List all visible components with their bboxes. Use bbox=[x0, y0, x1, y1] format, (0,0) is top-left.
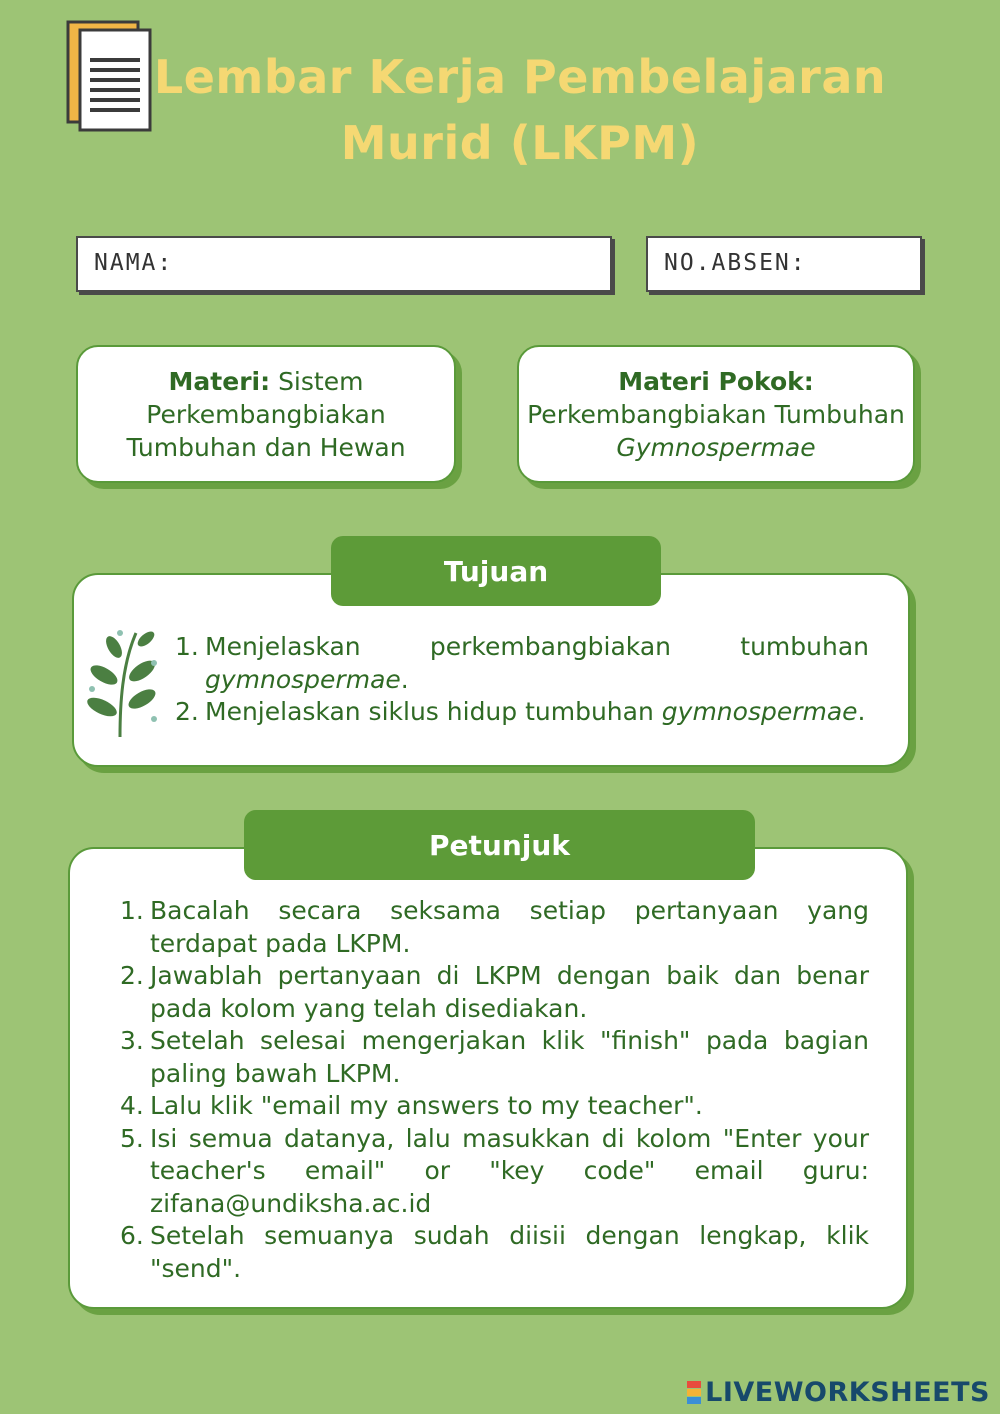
liveworksheets-watermark[interactable] bbox=[687, 1377, 990, 1408]
materi-pokok-label: Materi Pokok: bbox=[618, 366, 814, 396]
materi-pokok-italic: Gymnospermae bbox=[616, 432, 816, 462]
petunjuk-heading bbox=[244, 810, 755, 880]
list-item: 1. Bacalah secara seksama setiap pertanyaan yang terdapat pada LKPM. bbox=[120, 896, 869, 958]
tujuan-heading bbox=[331, 536, 661, 606]
absen-field[interactable] bbox=[646, 236, 922, 292]
materi-pokok-text: Perkembangbiakan Tumbuhan bbox=[527, 399, 905, 429]
list-item: 4. Lalu klik "email my answers to my teacher". bbox=[120, 1091, 703, 1120]
list-item: 2. Jawablah pertanyaan di LKPM dengan baik dan benar pada kolom yang telah disediakan. bbox=[120, 961, 869, 1023]
liveworksheets-logo-icon bbox=[687, 1381, 701, 1405]
petunjuk-list bbox=[120, 895, 869, 1285]
nama-field[interactable] bbox=[76, 236, 612, 292]
absen-label: NO.ABSEN: bbox=[664, 250, 807, 276]
page-title-line2: Murid (LKPM) bbox=[340, 116, 700, 170]
watermark-text: LIVEWORKSHEETS bbox=[705, 1377, 990, 1408]
list-item: 5. Isi semua datanya, lalu masukkan di kolom "Enter your teacher's email" or "key code" email guru: zifana@undiksha.ac.id bbox=[120, 1123, 869, 1218]
page-title bbox=[100, 44, 940, 176]
tujuan-heading-text: Tujuan bbox=[443, 554, 549, 588]
leaf-branch-icon bbox=[84, 625, 164, 740]
list-item: 6. Setelah semuanya sudah diisii dengan lengkap, klik "send". bbox=[120, 1221, 869, 1283]
page-title-line1: Lembar Kerja Pembelajaran bbox=[153, 50, 887, 104]
materi-label: Materi: bbox=[168, 366, 271, 396]
petunjuk-heading-text: Petunjuk bbox=[429, 828, 570, 862]
tujuan-list bbox=[175, 631, 869, 729]
materi-card bbox=[76, 345, 456, 483]
list-item: 2. Menjelaskan siklus hidup tumbuhan gymnospermae. bbox=[175, 697, 866, 726]
list-item: 1. Menjelaskan perkembangbiakan tumbuhan gymnospermae. bbox=[175, 632, 869, 694]
materi-text: Sistem Perkembangbiakan Tumbuhan dan Hewan bbox=[126, 366, 406, 462]
list-item: 3. Setelah selesai mengerjakan klik "finish" pada bagian paling bawah LKPM. bbox=[120, 1026, 869, 1088]
materi-pokok-card bbox=[517, 345, 915, 483]
nama-label: NAMA: bbox=[94, 250, 174, 276]
